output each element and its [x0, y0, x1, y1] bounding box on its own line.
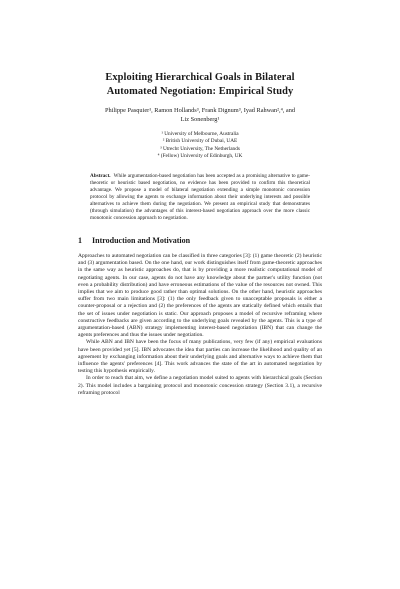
- section-title: Introduction and Motivation: [92, 236, 191, 245]
- title-line-1: Exploiting Hierarchical Goals in Bilateral: [105, 72, 295, 83]
- paper-title: [78, 71, 322, 98]
- affiliation-list: [78, 131, 322, 160]
- paragraph-3: In order to reach that aim, we define a negotiation model suited to agents with hierarchical goals (Section 2). This model includes a bargaining protocol and monotonic concession strategy (Section 3.1), a recursive reframing protocol: [78, 375, 322, 396]
- authors-line-1: Philippe Pasquier¹, Ramon Hollands³, Frank Dignum³, Iyad Rahwan²,⁴, and: [104, 107, 296, 114]
- author-list: [78, 107, 322, 124]
- authors-line-2: Liz Sonenberg¹: [180, 115, 220, 123]
- abstract-text: While argumentation-based negotiation has been accepted as a promising alternative to game-theoretic or heuristic based negotiation, no evidence has been provided to confirm this theoretical advantage. We propose a model of bilateral negotiation extending a simple monotonic concession protocol by allowing the agents to exchange information about their underlying interests and possible alternatives to achieve them during the negotiation. We present an empirical study that demonstrates (through simulation) the advantages of this interest-based negotiation approach over the more classic monotonic concession approach to negotiation.: [90, 173, 310, 221]
- affiliation-3: ³ Utrecht University, The Netherlands: [160, 145, 240, 152]
- abstract-label: Abstract.: [90, 173, 111, 179]
- affiliation-4: ⁴ (Fellow) University of Edinburgh, UK: [157, 152, 243, 159]
- section-heading: [78, 236, 322, 246]
- section-number: 1: [78, 236, 82, 245]
- abstract: [90, 173, 310, 222]
- paragraph-1: Approaches to automated negotiation can be classified in three categories [3]: (1) game theoretic (2) heuristic and (3) argumentation based. On the one hand, our work distinguishes itself from game-theoretic approaches in the same way as heuristic approaches do, that is by providing a more realistic computational model of negotiating agents. In our case, agents do not have any knowledge about the partner's utility function (not even a probability distribution) and have erroneous estimations of the value of the resources not owned. This implies that we aim to produce good rather than optimal solutions. On the other hand, heuristic approaches suffer from two main limitations [3]: (1) the only feedback given to unacceptable proposals is either a counter-proposal or a rejection and (2) the preferences of the agents are statically defined which entails that the set of issues under negotiation is static. Our approach proposes a model of recursive reframing where constructive feedbacks are given according to the underlying goals revealed by the agents. This is a type of argumentation-based (ABN) strategy implementing interest-based negotiation (IBN) that can change the agents preferences and thus the issues under negotiation.: [78, 253, 322, 339]
- paragraph-2: While ABN and IBN have been the focus of many publications, very few (if any) empirical evaluations have been provided yet [5]. IBN advocates the idea that parties can increase the likelihood and quality of an agreement by exchanging information about their underlying goals and alternative ways to achieve them that influence the agents' preferences [4]. This work advances the state of the art in automated negotiation by testing this hypothesis empirically.: [78, 339, 322, 375]
- body-text: [78, 253, 322, 397]
- title-line-2: Automated Negotiation: Empirical Study: [106, 85, 294, 97]
- paper-page: [0, 71, 400, 589]
- affiliation-1: ¹ University of Melbourne, Australia: [161, 131, 239, 138]
- affiliation-2: ² British University of Dubai, UAE: [162, 138, 238, 145]
